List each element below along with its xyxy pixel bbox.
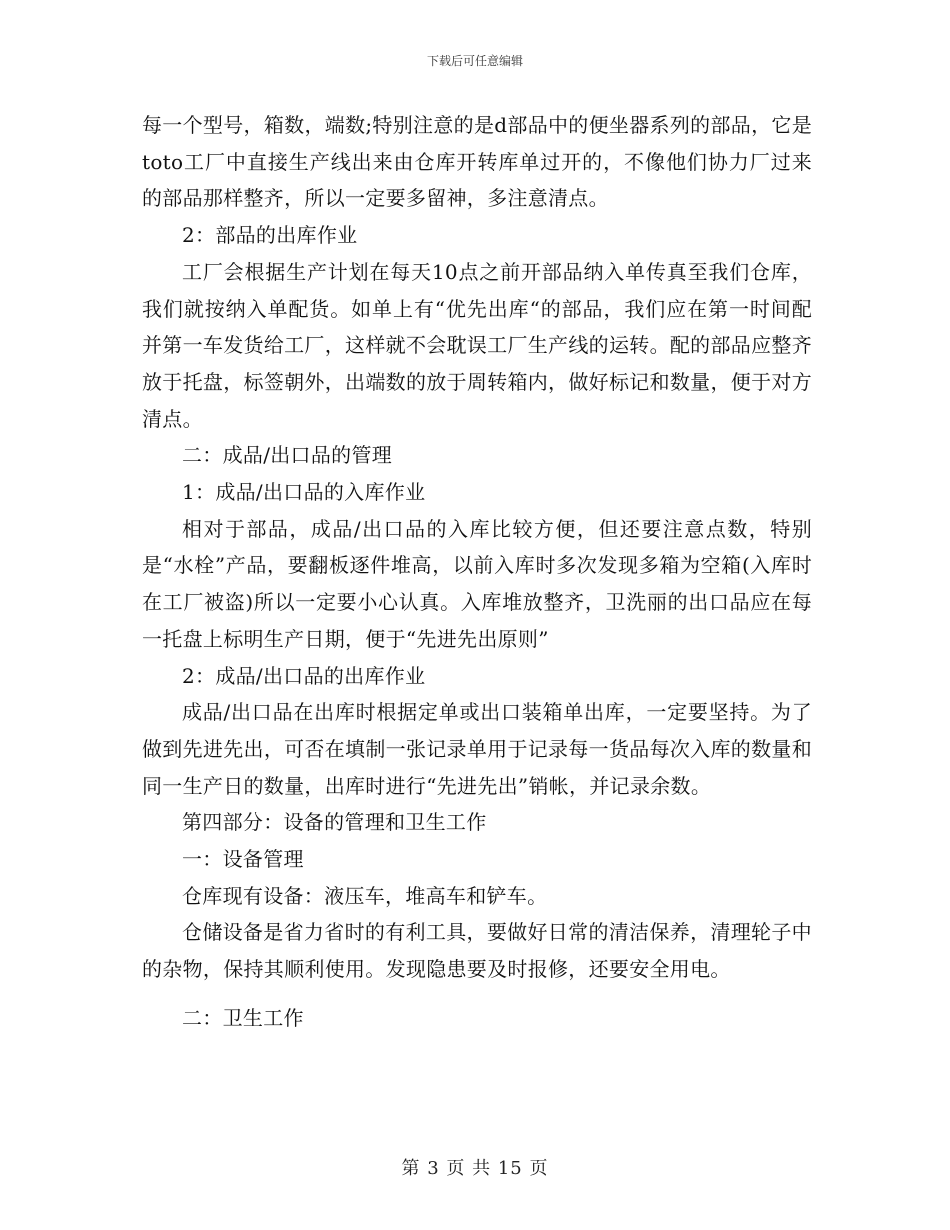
document-body (142, 107, 812, 1037)
section-heading-hygiene: 二：卫生工作 (182, 1005, 304, 1030)
paragraph-equipment-list: 仓库现有设备：液压车，堆高车和铲车。 (182, 883, 548, 908)
section-heading-finished-outbound: 2：成品/出口品的出库作业 (182, 663, 426, 688)
section-heading-equipment: 一：设备管理 (182, 847, 304, 872)
section-heading-finished-goods: 二：成品/出口品的管理 (182, 443, 393, 468)
section-heading-finished-inbound: 1：成品/出口品的入库作业 (182, 480, 426, 505)
paragraph-finished-inbound: 相对于部品，成品/出口品的入库比较方便，但还要注意点数，特别是“水栓”产品，要翻板逐件堆高，以前入库时多次发现多箱为空箱(入库时在工厂被盗)所以一定要小心认真。入库堆放整齐，卫洗丽的出口品应在每一托盘上标明生产日期，便于“先进先出原则” (142, 516, 812, 651)
paragraph-equipment-care: 仓储设备是省力省时的有利工具，要做好日常的清洁保养，清理轮子中的杂物，保持其顺利使用。发现隐患要及时报修，还要安全用电。 (142, 920, 812, 982)
part-heading-equipment: 第四部分：设备的管理和卫生工作 (182, 810, 487, 835)
paragraph-continued: 每一个型号，箱数，端数;特别注意的是d部品中的便坐器系列的部品，它是toto工厂中直接生产线出来由仓库开转库单过开的，不像他们协力厂过来的部品那样整齐，所以一定要多留神，多注意清点。 (142, 113, 812, 211)
paragraph-outbound-parts: 工厂会根据生产计划在每天10点之前开部品纳入单传真至我们仓库，我们就按纳入单配货。如单上有“优先出库“的部品，我们应在第一时间配并第一车发货给工厂，这样就不会耽误工厂生产线的运转。配的部品应整齐放于托盘，标签朝外，出端数的放于周转箱内，做好标记和数量，便于对方清点。 (142, 259, 812, 431)
header-note: 下载后可任意编辑 (426, 54, 523, 68)
page-number: 第 3 页 共 15 页 (401, 1158, 549, 1179)
paragraph-finished-outbound: 成品/出口品在出库时根据定单或出口装箱单出库，一定要坚持。为了做到先进先出，可否在填制一张记录单用于记录每一货品每次入库的数量和同一生产日的数量，出库时进行“先进先出”销帐，并记录余数。 (142, 700, 812, 798)
section-heading-outbound-parts: 2：部品的出库作业 (182, 223, 358, 248)
